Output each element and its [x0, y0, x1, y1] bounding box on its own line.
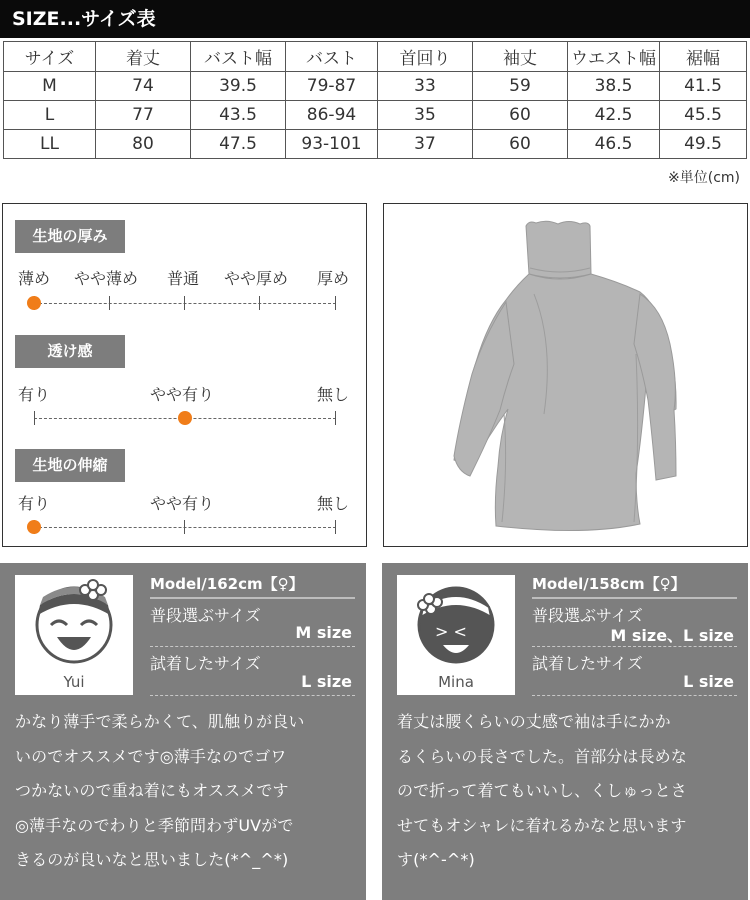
table-cell: 38.5 — [568, 72, 660, 101]
table-cell: 74 — [96, 72, 191, 101]
table-cell: LL — [4, 130, 96, 159]
header-neck: 首回り — [378, 42, 473, 72]
avatar — [15, 575, 133, 695]
thickness-scale-label: 厚め — [317, 269, 350, 288]
table-cell: 86-94 — [286, 101, 378, 130]
model-height: Model/162cm【♀】 — [150, 575, 304, 593]
transparency-scale-label: 無し — [317, 385, 350, 404]
table-cell: 60 — [473, 101, 568, 130]
tried-size-value: L size — [301, 672, 352, 691]
avatar-name: Yui — [63, 673, 85, 691]
table-row — [4, 101, 747, 130]
table-cell: 35 — [378, 101, 473, 130]
comment-line: つかないので重ね着にもオススメです — [15, 781, 289, 800]
table-cell: 93-101 — [286, 130, 378, 159]
scale-tick — [109, 296, 110, 310]
header-bust: バスト — [286, 42, 378, 72]
transparency-label: 透け感 — [15, 335, 125, 368]
usual-size-value: M size — [295, 623, 352, 642]
comment-line: きるのが良いなと思いました(*^_^*) — [15, 850, 289, 869]
header-length: 着丈 — [96, 42, 191, 72]
comment-line: るくらいの長さでした。首部分は長めな — [397, 746, 687, 766]
product-photo — [383, 203, 748, 547]
table-cell: 33 — [378, 72, 473, 101]
scale-tick — [259, 296, 260, 310]
divider — [532, 695, 737, 696]
thickness-level-marker — [27, 296, 41, 310]
tried-size-label: 試着したサイズ — [532, 654, 643, 673]
thickness-scale-label: やや厚め — [224, 269, 289, 288]
stretch-label: 生地の伸縮 — [15, 449, 125, 482]
divider — [150, 695, 355, 696]
table-cell: 37 — [378, 130, 473, 159]
comment-line: かなり薄手で柔らかくて、肌触りが良い — [15, 712, 305, 731]
size-chart-title: SIZE...サイズ表 — [0, 0, 750, 38]
stretch-level-marker — [27, 520, 41, 534]
thickness-label: 生地の厚み — [15, 220, 125, 253]
avatar-name: Mina — [438, 673, 474, 691]
usual-size-label: 普段選ぶサイズ — [532, 606, 643, 625]
table-row — [4, 72, 747, 101]
svg-text:> <: > < — [435, 622, 467, 641]
table-cell: 49.5 — [660, 130, 747, 159]
stretch-scale-label: やや有り — [150, 494, 215, 513]
model-review-mina — [382, 563, 748, 900]
comment-line: す(*^-^*) — [397, 850, 475, 869]
stretch-scale-label: 無し — [317, 494, 350, 513]
scale-tick — [34, 411, 35, 425]
comment-line: 着丈は腰くらいの丈感で袖は手にかか — [397, 712, 671, 731]
table-row — [4, 130, 747, 159]
thickness-scale-label: 普通 — [167, 269, 200, 288]
table-cell: 45.5 — [660, 101, 747, 130]
table-cell: 80 — [96, 130, 191, 159]
header-hem-width: 裾幅 — [660, 42, 747, 72]
table-cell: 79-87 — [286, 72, 378, 101]
thickness-scale-label: 薄め — [18, 269, 51, 288]
table-cell: 39.5 — [191, 72, 286, 101]
fabric-texture-panel — [2, 203, 367, 547]
table-cell: 42.5 — [568, 101, 660, 130]
comment-line: ◎薄手なのでわりと季節問わずUVがで — [15, 815, 294, 835]
header-sleeve: 袖丈 — [473, 42, 568, 72]
comment-line: いのでオススメです◎薄手なのでゴワ — [15, 746, 287, 766]
transparency-scale-label: やや有り — [150, 385, 215, 404]
header-waist-width: ウエスト幅 — [568, 42, 660, 72]
table-cell: 41.5 — [660, 72, 747, 101]
table-cell: 59 — [473, 72, 568, 101]
table-cell: 77 — [96, 101, 191, 130]
thickness-scale-label: やや薄め — [74, 269, 139, 288]
table-cell: 60 — [473, 130, 568, 159]
divider — [150, 646, 355, 647]
table-cell: L — [4, 101, 96, 130]
scale-tick — [335, 411, 336, 425]
scale-tick — [335, 296, 336, 310]
size-table-header-row — [4, 42, 747, 72]
stretch-scale-line — [34, 527, 336, 528]
tried-size-label: 試着したサイズ — [150, 654, 261, 673]
avatar — [397, 575, 515, 695]
scale-tick — [184, 520, 185, 534]
transparency-scale-label: 有り — [18, 385, 51, 404]
tried-size-value: L size — [683, 672, 734, 691]
transparency-level-marker — [178, 411, 192, 425]
size-table — [3, 41, 747, 159]
table-cell: 47.5 — [191, 130, 286, 159]
header-bust-width: バスト幅 — [191, 42, 286, 72]
divider — [532, 597, 737, 599]
model-comment — [15, 705, 360, 878]
model-review-yui — [0, 563, 366, 900]
turtleneck-shirt-icon — [384, 204, 747, 546]
scale-tick — [184, 296, 185, 310]
divider — [532, 646, 737, 647]
unit-note: ※単位(cm) — [668, 170, 740, 186]
model-comment — [397, 705, 742, 878]
model-face-icon — [397, 575, 515, 671]
comment-line: ので折って着てもいいし、くしゅっとさ — [397, 781, 687, 800]
scale-tick — [335, 520, 336, 534]
table-cell: 43.5 — [191, 101, 286, 130]
comment-line: せてもオシャレに着れるかなと思います — [397, 815, 687, 835]
usual-size-label: 普段選ぶサイズ — [150, 606, 261, 625]
stretch-scale-label: 有り — [18, 494, 51, 513]
model-face-icon — [15, 575, 133, 671]
header-size: サイズ — [4, 42, 96, 72]
divider — [150, 597, 355, 599]
thickness-scale-line — [34, 303, 336, 304]
model-height: Model/158cm【♀】 — [532, 575, 686, 593]
table-cell: M — [4, 72, 96, 101]
table-cell: 46.5 — [568, 130, 660, 159]
usual-size-value: M size、L size — [610, 626, 734, 645]
